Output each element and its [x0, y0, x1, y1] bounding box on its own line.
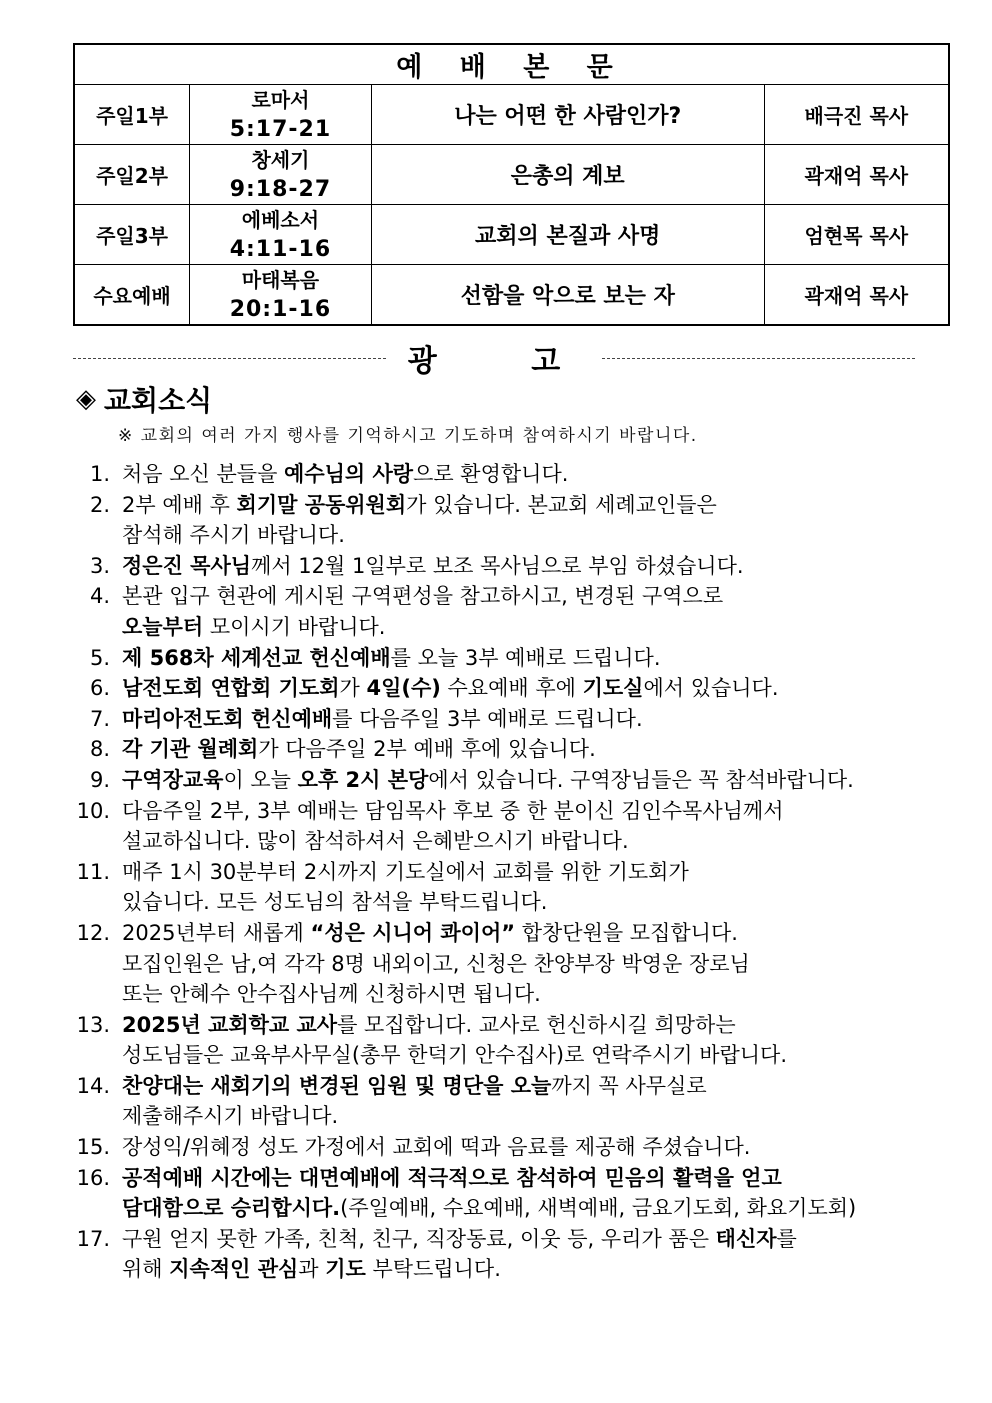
- item-text-bold: 담대함으로 승리합시다.: [122, 1196, 341, 1221]
- item-text-bold: 제 568차 세계선교 헌신예배: [122, 645, 391, 670]
- announcement-item: [0, 734, 880, 765]
- announcement-item: [0, 1163, 880, 1194]
- scripture-book: 로마서: [251, 87, 310, 112]
- item-text: 위해: [122, 1257, 170, 1282]
- scripture-cell: [190, 145, 372, 205]
- dashed-divider-left: [73, 358, 386, 359]
- sermon-title: 은총의 계보: [371, 145, 764, 205]
- item-text: 부탁드립니다.: [365, 1257, 501, 1282]
- item-number: 14.: [76, 1073, 110, 1098]
- pastor-name: 곽재억 목사: [764, 145, 949, 205]
- item-text: 과: [298, 1257, 326, 1282]
- announcement-item: [0, 1132, 880, 1163]
- item-number: 8.: [89, 737, 110, 762]
- item-text: 2025년부터 새롭게: [122, 920, 311, 945]
- item-text-bold: 오늘부터: [122, 614, 204, 639]
- announcement-item-continuation: [0, 826, 880, 857]
- church-news-title: 교회소식: [104, 384, 213, 417]
- item-text: 있습니다. 모든 성도님의 참석을 부탁드립니다.: [122, 890, 548, 915]
- scripture-book: 창세기: [251, 147, 310, 172]
- item-text: 모집인원은 남,여 각각 8명 내외이고, 신청은 찬양부장 박영운 장로님: [122, 951, 750, 976]
- item-text: 으로 환영합니다.: [413, 462, 569, 486]
- item-text-bold: 2025년 교회학교 교사: [122, 1012, 338, 1037]
- item-text: 장성익/위혜정 성도 가정에서 교회에 떡과 음료를 제공해 주셨습니다.: [122, 1135, 751, 1160]
- item-text-bold: 구역장교육: [122, 767, 224, 792]
- sermon-row: [74, 205, 949, 265]
- item-text: (주일예배, 수요예배, 새벽예배, 금요기도회, 화요기도회): [340, 1196, 857, 1221]
- announcement-item: [0, 643, 880, 674]
- announcement-item-continuation: [0, 1254, 880, 1285]
- item-text-bold: 예수님의 사랑: [284, 462, 414, 486]
- item-number: 2.: [89, 492, 110, 517]
- service-name: 주일2부: [74, 145, 190, 205]
- announcement-item-continuation: [0, 520, 880, 551]
- scripture-cell: [190, 265, 372, 326]
- scripture-verse: 9:18-27: [229, 176, 332, 202]
- item-text-bold: 마리아전도회 헌신예배: [122, 706, 333, 731]
- pastor-name: 곽재억 목사: [764, 265, 949, 326]
- church-news-note: ※ 교회의 여러 가지 행사를 기억하시고 기도하며 참여하시기 바랍니다.: [118, 426, 698, 446]
- item-text: 매주 1시 30분부터 2시까지 기도실에서 교회를 위한 기도회가: [122, 859, 689, 884]
- announcement-item-continuation: [0, 1101, 880, 1132]
- item-number: 17.: [76, 1226, 110, 1251]
- announcement-item-continuation: [0, 1193, 880, 1224]
- announcement-item-continuation: [0, 612, 880, 643]
- sermon-title: 선함을 악으로 보는 자: [371, 265, 764, 326]
- item-text-bold: 정은진 목사님: [122, 553, 252, 578]
- item-text: 다음주일 2부, 3부 예배는 담임목사 후보 중 한 분이신 김인수목사님께서: [122, 798, 784, 823]
- sermon-row: [74, 85, 949, 145]
- item-text-bold: 지속적인 관심: [169, 1257, 299, 1282]
- sermon-row: [74, 145, 949, 205]
- item-text: 제출해주시기 바랍니다.: [122, 1104, 339, 1129]
- announcement-item-continuation: [0, 979, 880, 1010]
- item-text: 구원 얻지 못한 가족, 친척, 친구, 직장동료, 이웃 등, 우리가 품은: [122, 1226, 716, 1251]
- scripture-verse: 4:11-16: [229, 236, 332, 262]
- announcement-item: [0, 490, 880, 521]
- scripture-book: 에베소서: [241, 207, 320, 232]
- item-number: 3.: [89, 553, 110, 578]
- item-text-bold: 찬양대는 새회기의 변경된 임원 및 명단을 오늘: [122, 1073, 552, 1098]
- item-text: 에서 있습니다. 구역장님들은 꼭 참석바랍니다.: [428, 767, 854, 792]
- item-number: 10.: [76, 798, 110, 823]
- item-text-bold: “성은 시니어 콰이어”: [310, 920, 516, 945]
- service-name: 주일3부: [74, 205, 190, 265]
- diamond-icon: ◈: [76, 384, 96, 414]
- announcement-item-continuation: [0, 949, 880, 980]
- item-text: 를 오늘 3부 예배로 드립니다.: [390, 645, 661, 670]
- item-number: 9.: [89, 767, 110, 792]
- announcement-item: [0, 1010, 880, 1041]
- item-text: 가: [339, 676, 367, 701]
- sermon-title: 나는 어떤 한 사람인가?: [371, 85, 764, 145]
- item-text: 를 다음주일 3부 예배로 드립니다.: [332, 706, 643, 731]
- announcement-item: [0, 765, 880, 796]
- item-text: 설교하십니다. 많이 참석하셔서 은혜받으시기 바랍니다.: [122, 829, 629, 854]
- announcement-item: [0, 673, 880, 704]
- item-number: 13.: [76, 1012, 110, 1037]
- item-text: 수요예배 후에: [440, 676, 583, 701]
- item-text-bold: 각 기관 월례회: [122, 737, 259, 762]
- item-text: 성도님들은 교육부사무실(총무 한덕기 안수집사)로 연락주시기 바랍니다.: [122, 1043, 788, 1068]
- item-text-bold: 오후 2시 본당: [297, 767, 429, 792]
- item-text-bold: 공적예배 시간에는 대면예배에 적극적으로 참석하여 믿음의 활력을 얻고: [122, 1165, 782, 1190]
- scripture-verse: 5:17-21: [229, 116, 332, 142]
- sermon-table: [73, 43, 950, 326]
- announcement-item: [0, 704, 880, 735]
- item-text: 를 모집합니다. 교사로 헌신하시길 희망하는: [337, 1012, 736, 1037]
- item-text: 본관 입구 현관에 게시된 구역편성을 참고하시고, 변경된 구역으로: [122, 584, 724, 609]
- item-number: 16.: [76, 1165, 110, 1190]
- item-text: 가 다음주일 2부 예배 후에 있습니다.: [258, 737, 596, 762]
- announcement-item: [0, 857, 880, 888]
- sermon-title: 교회의 본질과 사명: [371, 205, 764, 265]
- item-text: 참석해 주시기 바랍니다.: [122, 523, 345, 548]
- item-text-bold: 기도실: [582, 676, 644, 701]
- item-text-bold: 남전도회 연합회 기도회: [122, 676, 340, 701]
- announcement-item: [0, 459, 880, 490]
- item-number: 7.: [89, 706, 110, 731]
- announcement-item: [0, 796, 880, 827]
- item-text: 2부 예배 후: [122, 492, 237, 517]
- item-number: 12.: [76, 920, 110, 945]
- announcements-header: [73, 338, 915, 378]
- announcement-item: [0, 581, 880, 612]
- item-text: 에서 있습니다.: [643, 676, 779, 701]
- pastor-name: 엄현목 목사: [764, 205, 949, 265]
- item-number: 11.: [76, 859, 110, 884]
- announcement-item: [0, 918, 880, 949]
- item-text: 모이시기 바랍니다.: [203, 614, 386, 639]
- item-text: 이 오늘: [223, 767, 298, 792]
- announcement-item: [0, 1071, 880, 1102]
- item-number: 5.: [89, 645, 110, 670]
- announcement-item: [0, 1224, 880, 1255]
- pastor-name: 배극진 목사: [764, 85, 949, 145]
- item-text-bold: 4일(수): [366, 676, 441, 701]
- item-number: 4.: [89, 584, 110, 609]
- scripture-book: 마태복음: [241, 267, 320, 292]
- sermon-row: [74, 265, 949, 326]
- announcement-item-continuation: [0, 887, 880, 918]
- item-text-bold: 태신자: [715, 1226, 777, 1251]
- sermon-table-header: 예 배 본 문: [74, 44, 949, 85]
- item-text-bold: 기도: [325, 1257, 366, 1282]
- item-text: 까지 꼭 사무실로: [551, 1073, 707, 1098]
- item-text: 또는 안혜수 안수집사님께 신청하시면 됩니다.: [122, 982, 541, 1007]
- item-number: 1.: [89, 462, 110, 486]
- service-name: 주일1부: [74, 85, 190, 145]
- dashed-divider-right: [602, 358, 915, 359]
- item-number: 6.: [89, 676, 110, 701]
- item-number: 15.: [76, 1135, 110, 1160]
- scripture-cell: [190, 85, 372, 145]
- item-text: 가 있습니다. 본교회 세례교인들은: [406, 492, 717, 517]
- item-text: 께서 12월 1일부로 보조 목사님으로 부임 하셨습니다.: [251, 553, 744, 578]
- service-name: 수요예배: [74, 265, 190, 326]
- announcement-item: [0, 551, 880, 582]
- scripture-verse: 20:1-16: [229, 296, 332, 322]
- announcements-title: 광 고: [407, 344, 603, 379]
- item-text: 처음 오신 분들을: [122, 462, 285, 486]
- item-text: 합창단원을 모집합니다.: [515, 920, 738, 945]
- church-news-heading: [76, 379, 212, 419]
- item-text-bold: 회기말 공동위원회: [236, 492, 407, 517]
- scripture-cell: [190, 205, 372, 265]
- item-text: 를: [776, 1226, 797, 1251]
- announcement-list: [0, 459, 880, 1285]
- announcement-item-continuation: [0, 1040, 880, 1071]
